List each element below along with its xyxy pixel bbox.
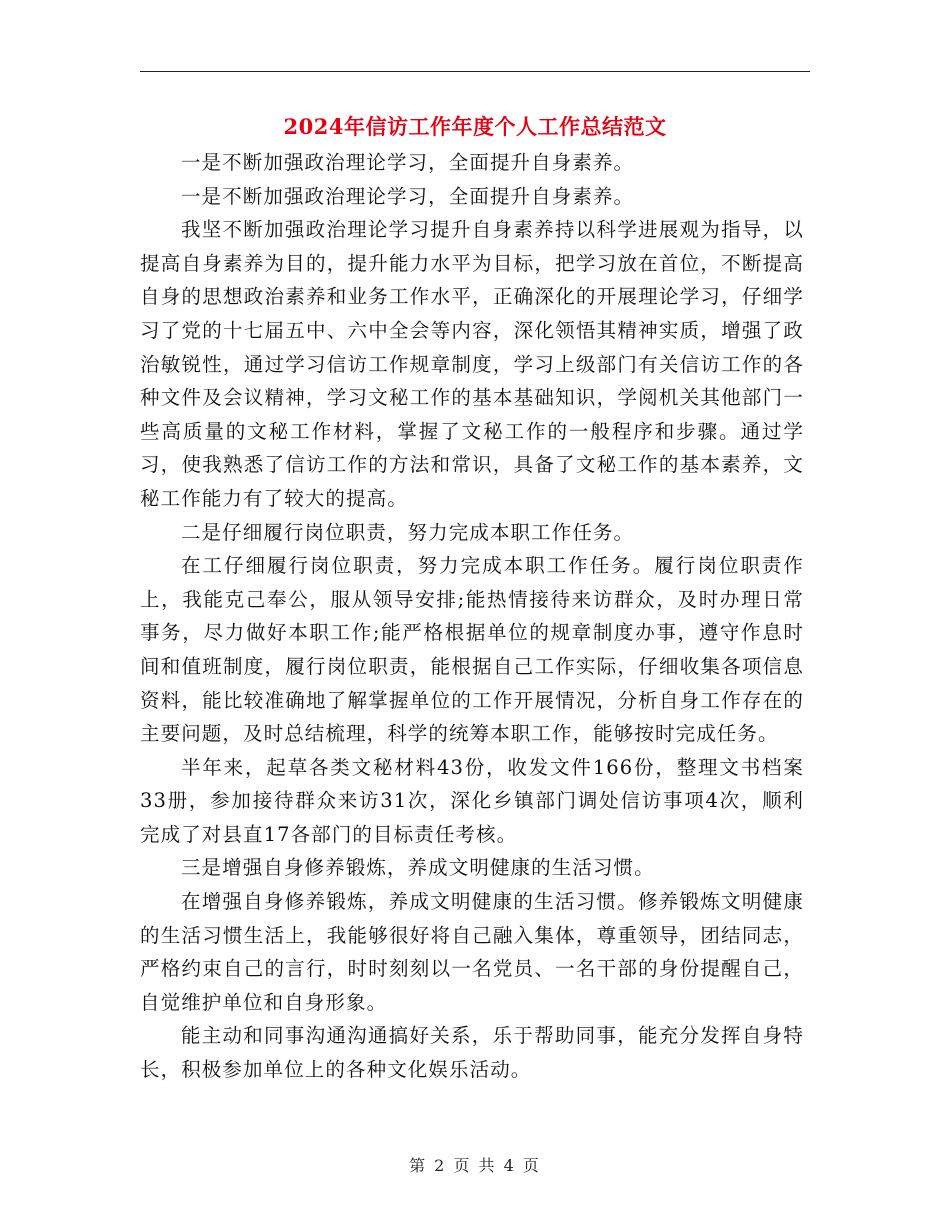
paragraph-8: 在增强自身修养锻炼，养成文明健康的生活习惯。修养锻炼文明健康的生活习惯生活上，我能够很好将自己融入集体，尊重领导，团结同志，严格约束自己的言行，时时刻刻以一名党员、一名干部的身份提醒自己，自觉维护单位和自身形象。 — [140, 890, 804, 1014]
paragraph-5: 在工仔细履行岗位职责，努力完成本职工作任务。履行岗位职责作上，我能克己奉公，服从领导安排;能热情接待来访群众，及时办理日常事务，尽力做好本职工作;能严格根据单位的规章制度办事，遵守作息时间和值班制度，履行岗位职责，能根据自己工作实际，仔细收集各项信息资料，能比较准确地了解掌握单位的工作开展情况，分析自身工作存在的主要问题，及时总结梳理，科学的统筹本职工作，能够按时完成任务。 — [140, 554, 804, 746]
paragraph-3: 我坚不断加强政治理论学习提升自身素养持以科学进展观为指导，以提高自身素养为目的，提升能力水平为目标，把学习放在首位，不断提高自身的思想政治素养和业务工作水平，正确深化的开展理论学习，仔细学习了党的十七届五中、六中全会等内容，深化领悟其精神实质，增强了政治敏锐性，通过学习信访工作规章制度，学习上级部门有关信访工作的各种文件及会议精神，学习文秘工作的基本基础知识，学阅机关其他部门一些高质量的文秘工作材料，掌握了文秘工作的一般程序和步骤。通过学习，使我熟悉了信访工作的方法和常识，具备了文秘工作的基本素养，文秘工作能力有了较大的提高。 — [140, 218, 804, 510]
paragraph-2: 一是不断加强政治理论学习，全面提升自身素养。 — [180, 184, 635, 208]
header-rule — [140, 71, 810, 72]
paragraph-7: 三是增强自身修养锻炼，养成文明健康的生活习惯。 — [180, 856, 655, 880]
document-body — [140, 146, 804, 1087]
document-title: 2024年信访工作年度个人工作总结范文 — [283, 114, 667, 139]
paragraph-1: 一是不断加强政治理论学习，全面提升自身素养。 — [180, 151, 635, 174]
paragraph-9: 能主动和同事沟通沟通搞好关系，乐于帮助同事，能充分发挥自身特长，积极参加单位上的各种文化娱乐活动。 — [140, 1024, 804, 1082]
paragraph-4: 二是仔细履行岗位职责，努力完成本职工作任务。 — [180, 520, 635, 544]
page-number-footer: 第 2 页 共 4 页 — [409, 1156, 541, 1175]
paragraph-6: 半年来，起草各类文秘材料43份，收发文件166份，整理文书档案33册，参加接待群众来访31次，深化乡镇部门调处信访事项4次，顺利完成了对县直17各部门的目标责任考核。 — [140, 755, 804, 846]
